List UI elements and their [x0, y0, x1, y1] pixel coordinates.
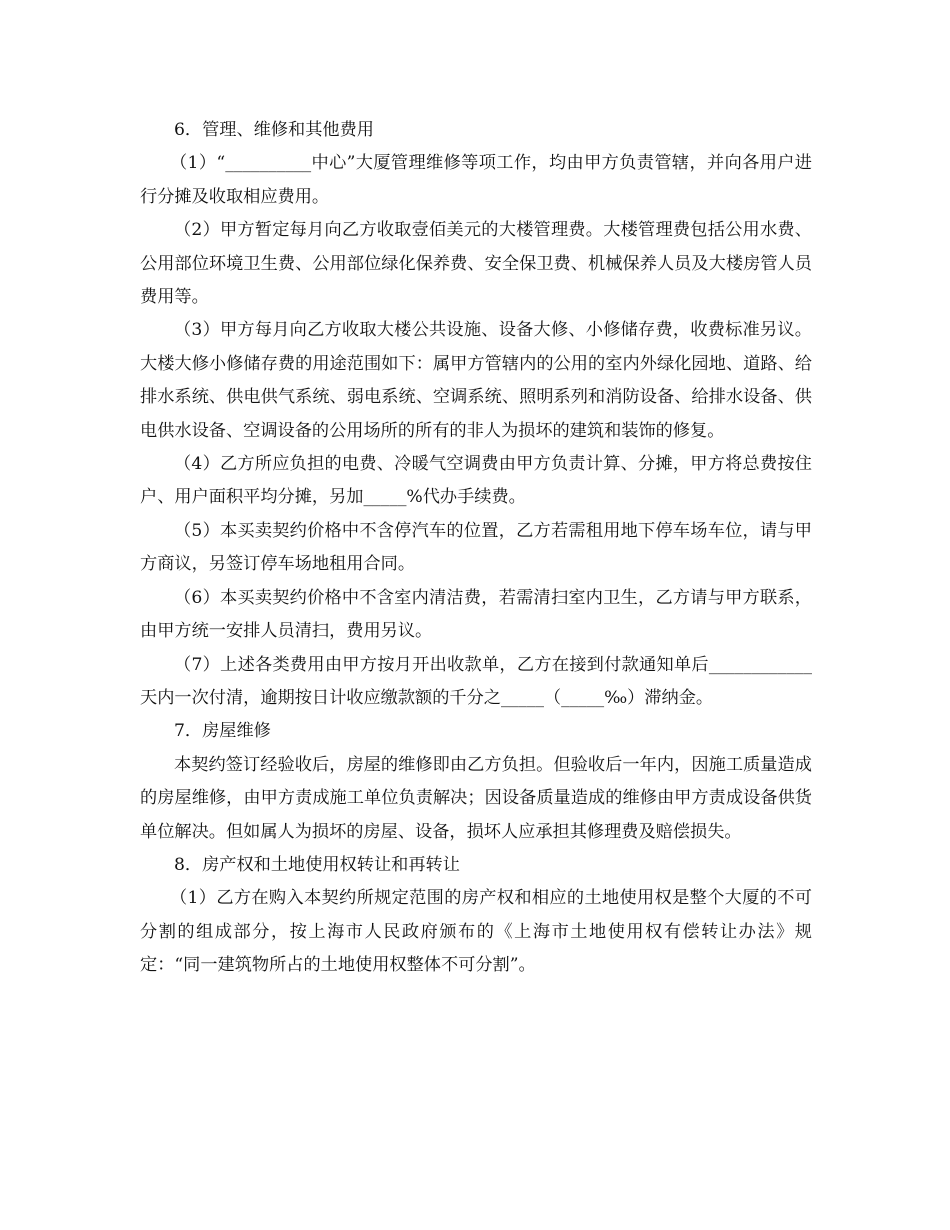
section-8-heading: 8．房产权和土地使用权转让和再转让 [174, 854, 460, 875]
section-6-heading: 6．管理、维修和其他费用 [174, 120, 374, 140]
section-6-item-2: （2）甲方暂定每月向乙方收取壹佰美元的大楼管理费。大楼管理费包括公用水费、公用部位环境卫生费、公用部位绿化保养费、安全保卫费、机械保养人员及大楼房管人员费用等。 [140, 220, 812, 308]
section-6-item-1: （1）“__________中心”大厦管理维修等项工作，均由甲方负责管辖，并向各用户进行分摊及收取相应费用。 [140, 153, 812, 207]
document-page [140, 114, 812, 983]
section-6-item-4: （4）乙方所应负担的电费、冷暖气空调费由甲方负责计算、分摊，甲方将总费按住户、用户面积平均分摊，另加_____%代办手续费。 [140, 454, 812, 508]
section-6-item-3: （3）甲方每月向乙方收取大楼公共设施、设备大修、小修储存费，收费标准另议。大楼大修小修储存费的用途范围如下：属甲方管辖内的公用的室内外绿化园地、道路、给排水系统、供电供气系统、弱电系统、空调系统、照明系列和消防设备、给排水设备、供电供水设备、空调设备的公用场所的所有的非人为损坏的建筑和装饰的修复。 [140, 320, 812, 441]
section-6-item-5: （5）本买卖契约价格中不含停汽车的位置，乙方若需租用地下停车场车位，请与甲方商议，另签订停车场地租用合同。 [140, 520, 812, 575]
section-7-heading: 7．房屋维修 [174, 721, 271, 742]
section-6-item-7: （7）上述各类费用由甲方按月开出收款单，乙方在接到付款通知单后____________天内一次付清，逾期按日计收应缴款额的千分之_____（_____‰）滞纳金。 [140, 654, 812, 708]
section-7-body: 本契约签订经验收后，房屋的维修即由乙方负担。但验收后一年内，因施工质量造成的房屋维修，由甲方责成施工单位负责解决；因设备质量造成的维修由甲方责成设备供货单位解决。但如属人为损坏的房屋、设备，损坏人应承担其修理费及赔偿损失。 [140, 754, 812, 842]
section-8-item-1: （1）乙方在购入本契约所规定范围的房产权和相应的土地使用权是整个大厦的不可分割的组成部分，按上海市人民政府颁布的《上海市土地使用权有偿转让办法》规定：“同一建筑物所占的土地使用权整体不可分割”。 [140, 888, 812, 976]
section-6-item-6: （6）本买卖契约价格中不含室内清洁费，若需清扫室内卫生，乙方请与甲方联系，由甲方统一安排人员清扫，费用另议。 [140, 587, 812, 642]
